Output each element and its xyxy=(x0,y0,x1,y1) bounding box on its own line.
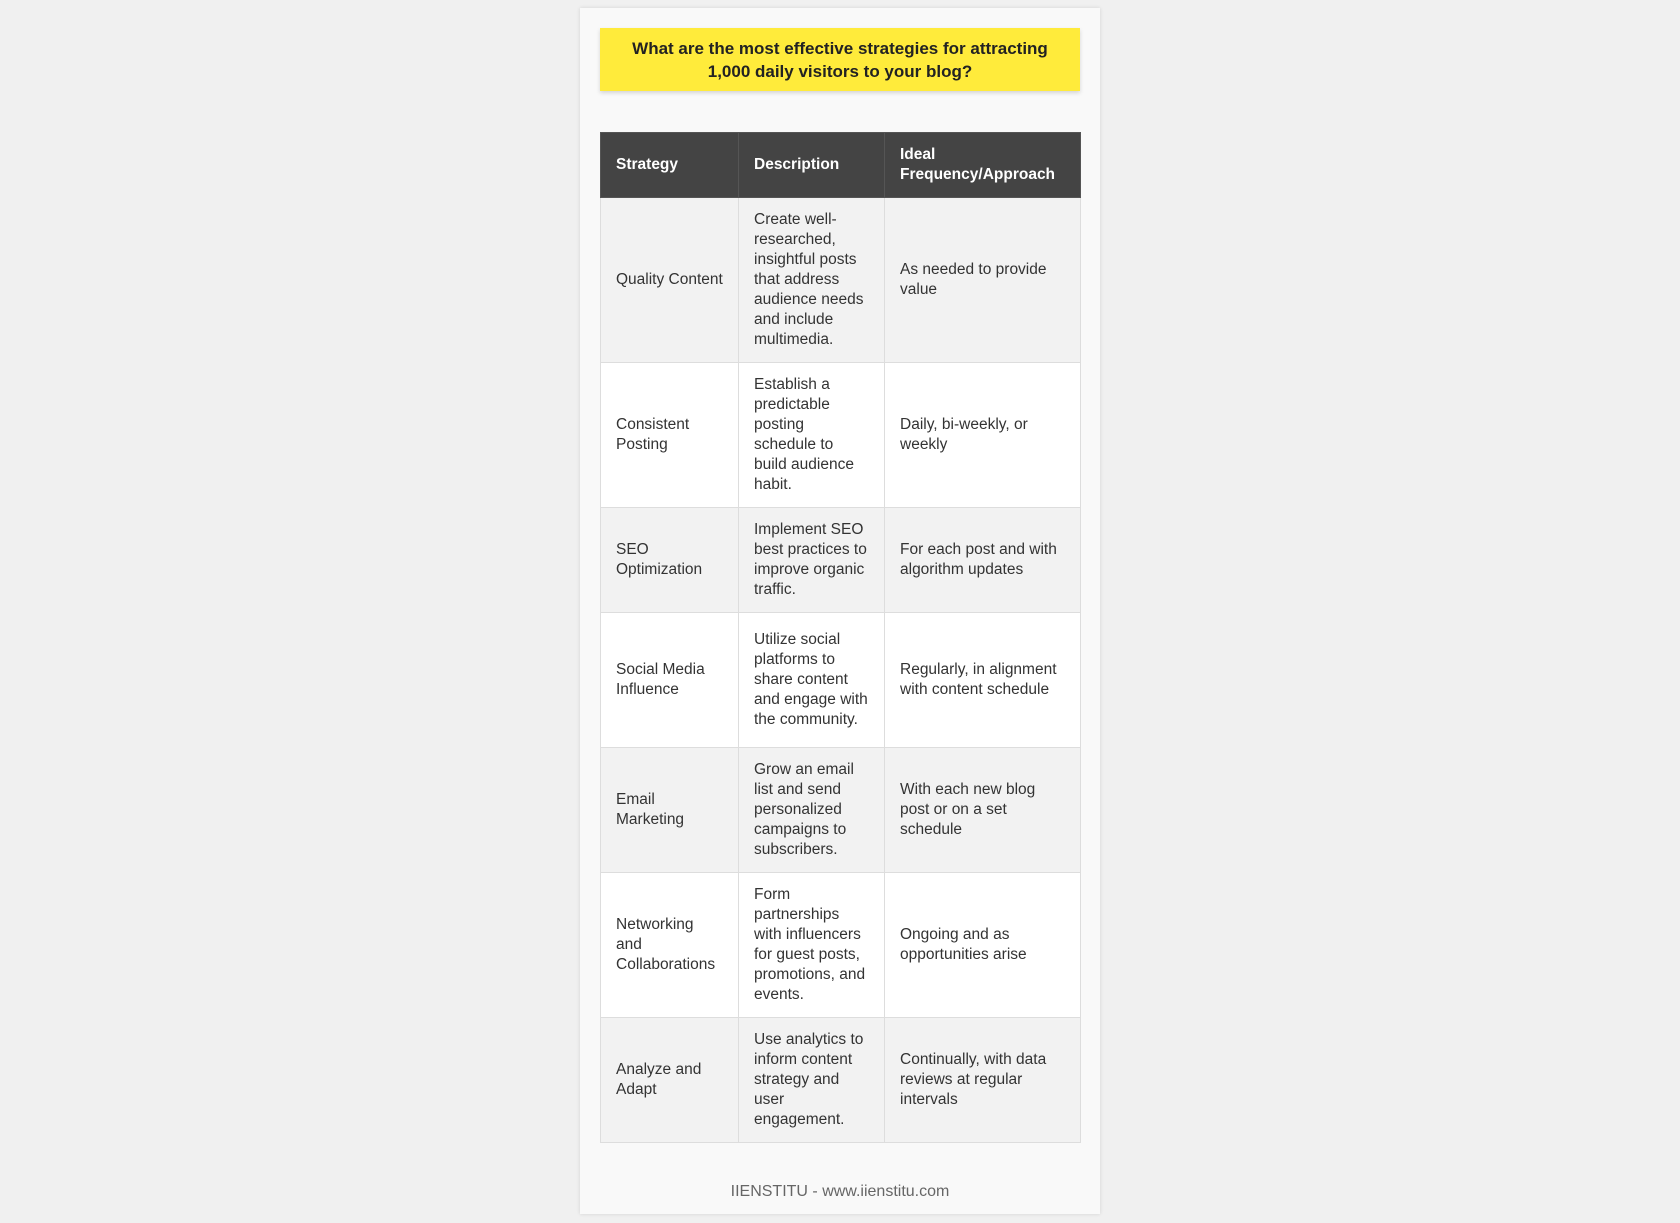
table-row xyxy=(601,613,1081,748)
description-cell: Implement SEO best practices to improve organic traffic. xyxy=(739,508,885,613)
strategy-cell: Analyze and Adapt xyxy=(601,1018,739,1143)
description-cell: Create well-researched, insightful posts that address audience needs and include multimedia. xyxy=(739,198,885,363)
table-row xyxy=(601,198,1081,363)
table-header-row xyxy=(601,133,1081,198)
strategies-table xyxy=(600,132,1081,1143)
strategy-cell: Quality Content xyxy=(601,198,739,363)
strategy-cell: Consistent Posting xyxy=(601,363,739,508)
table-row xyxy=(601,873,1081,1018)
column-header-strategy: Strategy xyxy=(601,133,739,198)
page-title: What are the most effective strategies for attracting 1,000 daily visitors to your blog? xyxy=(632,38,1048,81)
frequency-cell: Continually, with data reviews at regular intervals xyxy=(885,1018,1081,1143)
strategy-cell: Social Media Influence xyxy=(601,613,739,748)
table-row xyxy=(601,1018,1081,1143)
frequency-cell: Daily, bi-weekly, or weekly xyxy=(885,363,1081,508)
description-cell: Form partnerships with influencers for guest posts, promotions, and events. xyxy=(739,873,885,1018)
table-row xyxy=(601,363,1081,508)
frequency-cell: Regularly, in alignment with content schedule xyxy=(885,613,1081,748)
description-cell: Use analytics to inform content strategy and user engagement. xyxy=(739,1018,885,1143)
frequency-cell: As needed to provide value xyxy=(885,198,1081,363)
frequency-cell: For each post and with algorithm updates xyxy=(885,508,1081,613)
strategy-cell: Networking and Collaborations xyxy=(601,873,739,1018)
content-card xyxy=(580,8,1100,1214)
table-row xyxy=(601,508,1081,613)
description-cell: Utilize social platforms to share content and engage with the community. xyxy=(739,613,885,748)
strategy-cell: Email Marketing xyxy=(601,748,739,873)
column-header-description: Description xyxy=(739,133,885,198)
description-cell: Establish a predictable posting schedule to build audience habit. xyxy=(739,363,885,508)
frequency-cell: With each new blog post or on a set schedule xyxy=(885,748,1081,873)
frequency-cell: Ongoing and as opportunities arise xyxy=(885,873,1081,1018)
column-header-frequency: Ideal Frequency/Approach xyxy=(885,133,1081,198)
description-cell: Grow an email list and send personalized campaigns to subscribers. xyxy=(739,748,885,873)
title-banner xyxy=(600,28,1080,91)
footer-credit: IIENSTITU - www.iienstitu.com xyxy=(730,1183,950,1200)
strategy-cell: SEO Optimization xyxy=(601,508,739,613)
table-row xyxy=(601,748,1081,873)
